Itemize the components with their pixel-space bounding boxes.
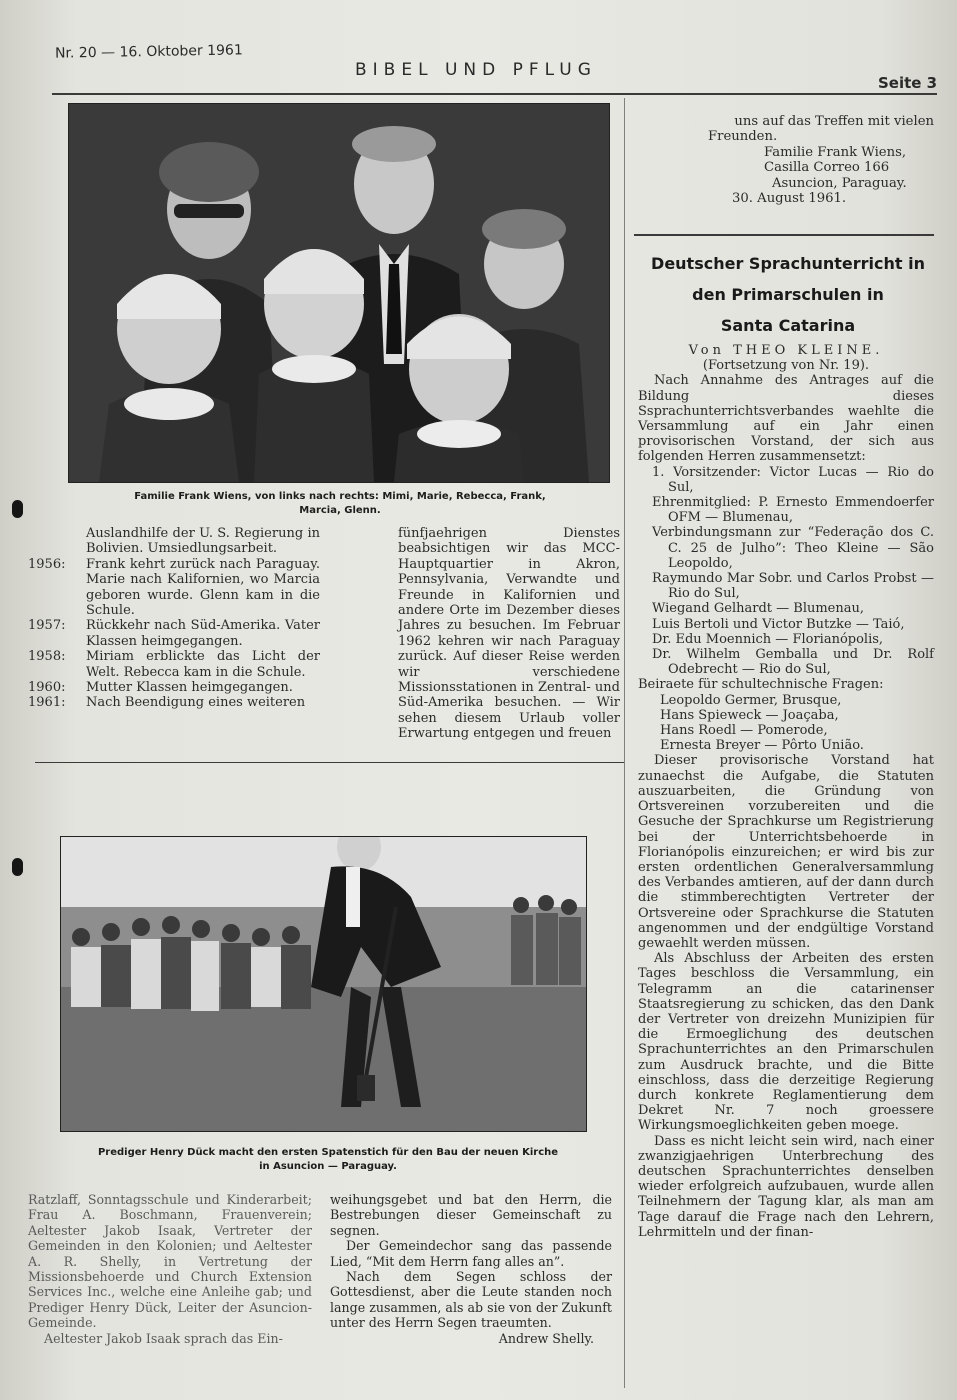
newspaper-title: BIBEL UND PFLUG xyxy=(355,60,597,80)
letter-date: 30. August 1961. xyxy=(732,191,847,207)
article-body xyxy=(638,343,934,1240)
bottom-middle-paragraph: Nach dem Segen schloss der Gottesdienst, aber die Leute standen noch lange zusammen, als ab sie von der Zukunft unter des Herrn Segen traeumten. xyxy=(330,1269,612,1331)
family-photo-caption xyxy=(60,490,620,518)
binder-hole xyxy=(12,500,23,518)
family-photo-caption-line2: Marcia, Glenn. xyxy=(299,505,381,516)
member-entry: Wiegand Gelhardt — Blumenau, xyxy=(652,601,864,617)
timeline-year: 1957: xyxy=(28,618,66,634)
timeline xyxy=(28,526,320,711)
bottom-middle-paragraph: weihungsgebet und bat den Herrn, die Bestrebungen dieser Gemeinschaft zu segnen. xyxy=(330,1192,612,1238)
timeline-year: 1961: xyxy=(28,695,66,711)
member-entry: Dr. Wilhelm Gemballa und Dr. Rolf Odebrecht — Rio do Sul, xyxy=(652,647,934,678)
article-continuation: (Fortsetzung von Nr. 19). xyxy=(702,358,870,374)
advisor-entry: Ernesta Breyer — Pôrto União. xyxy=(660,738,864,754)
column-rule xyxy=(634,234,934,236)
timeline-entry xyxy=(28,649,320,680)
advisors-title: Beiraete für schultechnische Fragen: xyxy=(638,677,884,693)
family-photo-caption-line1: Familie Frank Wiens, von links nach rechts: Mimi, Marie, Rebecca, Frank, xyxy=(134,491,546,502)
author-signature: Andrew Shelly. xyxy=(498,1330,594,1346)
timeline-year: 1958: xyxy=(28,649,66,665)
advisor-entry: Hans Roedl — Pomerode, xyxy=(660,723,828,739)
bottom-left-paragraph: Ratzlaff, Sonntagsschule und Kinderarbeit; Frau A. Boschmann, Frauenverein; Aeltester Jakob Isaak, Vertreter der Gemeinden in den Kolonien; und Aeltester A. R. Shelly, in Vertretung der Missionsbehoerde und Church Extension Services Inc., welche eine Anleihe gab; und Prediger Henry Dück, Leiter der Asuncion-Gemeinde. xyxy=(28,1192,312,1331)
heading-line: Deutscher Sprachunterricht in xyxy=(651,254,925,273)
timeline-entry xyxy=(28,695,320,710)
member-entry: Raymundo Mar Sobr. und Carlos Probst — Rio do Sul, xyxy=(652,571,934,602)
middle-paragraph: fünfjaehrigen Dienstes beabsichtigen wir das MCC-Hauptquartier in Akron, Pennsylvania, Verwandte und Freunde in Kalifornien und andere Orte im Dezember dieses Jahres zu besuchen. Im Februar 1962 kehren wir nach Paraguay zurück. Auf dieser Reise werden wir verschiedene Missionsstationen in Zentral- und Süd-Amerika besuchen. — Wir sehen diesem Urlaub voller Erwartung entgegen und freuen xyxy=(398,526,620,742)
timeline-text: Frank kehrt zurück nach Paraguay. Marie nach Kalifornien, wo Marcia geboren wurde. Glenn kam in die Schule. xyxy=(86,556,320,619)
heading-line: Santa Catarina xyxy=(720,316,856,335)
article-heading xyxy=(638,248,938,341)
timeline-entry xyxy=(28,680,320,695)
article-intro: Nach Annahme des Antrages auf die Bildung dieses Ssprachunterrichtsverbandes waehlte die Versammlung auf ein Jahr einen provisorischen Vorstand, der sich aus folgenden Herren zusammensetzt: xyxy=(638,373,934,465)
letter-line: uns auf das Treffen mit vielen xyxy=(734,114,934,129)
groundbreaking-caption-line1: Prediger Henry Dück macht den ersten Spatenstich für den Bau der neuen Kirche xyxy=(97,1147,559,1158)
timeline-text: Rückkehr nach Süd-Amerika. Vater Klassen heimgegangen. xyxy=(86,618,320,649)
signature-line: Casilla Correo 166 xyxy=(764,160,890,176)
column-divider xyxy=(624,98,625,1388)
groundbreaking-photo-caption xyxy=(48,1146,608,1174)
article-paragraph: Als Abschluss der Arbeiten des ersten Tages beschloss die Versammlung, ein Telegramm an die catarinenser Staatsregierung zu schicken, das den Dank der Vertreter von dreizehn Munizipien für die Ermoeglichung des deutschen Sprachunterrichtes an den Primarschulen zum Ausdruck brachte, und die Bitte einschloss, dass die derzeitige Regierung durch konkrete Reglamentierung dem Dekret Nr. 7 noch groessere Wirkungsmoeglichkeiten geben moege. xyxy=(638,951,934,1134)
timeline-text: Mutter Klassen heimgegangen. xyxy=(86,680,293,696)
member-entry: Verbindungsmann zur “Federação dos C. C. 25 de Julho”: Theo Kleine — São Leopoldo, xyxy=(652,525,934,571)
groundbreaking-caption-line2: in Asuncion — Paraguay. xyxy=(259,1161,397,1172)
groundbreaking-photo-image xyxy=(61,837,586,1131)
member-entry: Dr. Edu Moennich — Florianópolis, xyxy=(652,631,884,647)
article-paragraph: Dieser provisorische Vorstand hat zunaechst die Aufgabe, die Statuten auszuarbeiten, die Gründung von Ortsvereinen vorzubereiten und die Gesuche der Sprachkurse um Registrierung bei der Unterrichtsbehoerde in Florianópolis einzureichen; er wird bis zur ersten ordentlichen Generalversammlung des Verbandes amtieren, auf der dann durch die stimmberechtigten Vertreter der Ortsvereine oder Sprachkurse die Statuten angenommen und der endgültige Vorstand gewaehlt werden müssen. xyxy=(638,753,934,951)
signature-line: Familie Frank Wiens, xyxy=(764,144,907,160)
binder-hole xyxy=(12,858,23,876)
bottom-middle-paragraph: Der Gemeindechor sang das passende Lied, “Mit dem Herrn fang alles an”. xyxy=(330,1238,612,1269)
issue-date: Nr. 20 — 16. Oktober 1961 xyxy=(54,42,243,62)
letter-line: Freunden. xyxy=(708,129,778,145)
letter-ending xyxy=(638,114,934,206)
advisor-entry: Leopoldo Germer, Brusque, xyxy=(660,692,842,708)
timeline-year: 1956: xyxy=(28,556,66,572)
signature-line: Asuncion, Paraguay. xyxy=(772,175,907,191)
family-photo-image xyxy=(69,104,609,482)
family-photo xyxy=(68,103,610,483)
member-entry: 1. Vorsitzender: Victor Lucas — Rio do Sul, xyxy=(652,464,934,495)
advisor-entry: Hans Spieweck — Joaçaba, xyxy=(660,707,839,723)
timeline-year: 1960: xyxy=(28,680,66,696)
timeline-text: Auslandhilfe der U. S. Regierung in Bolivien. Umsiedlungsarbeit. xyxy=(86,526,320,557)
timeline-year xyxy=(28,526,86,557)
header-rule xyxy=(52,93,937,95)
heading-line: den Primarschulen in xyxy=(692,285,884,304)
member-entry: Luis Bertoli und Victor Butzke — Taió, xyxy=(652,616,905,632)
timeline-entry xyxy=(28,557,320,619)
timeline-entry xyxy=(28,526,320,557)
member-entry: Ehrenmitglied: P. Ernesto Emmendoerfer OFM — Blumenau, xyxy=(652,495,934,526)
page-number: Seite 3 xyxy=(878,74,938,92)
bottom-left-paragraph: Aeltester Jakob Isaak sprach das Ein- xyxy=(44,1330,283,1346)
section-rule xyxy=(35,762,624,763)
article-byline: Von THEO KLEINE. xyxy=(688,343,884,358)
article-paragraph: Dass es nicht leicht sein wird, nach einer zwanzigjaehrigen Unterbrechung des deutschen Sprachunterrichtes denselben wieder erfolgreich aufzubauen, wurde allen Teilnehmern der Tagung klar, als man am Tage darauf die Frage nach den Lehrern, Lehrmitteln und der finan- xyxy=(638,1133,934,1240)
middle-column-text xyxy=(398,526,620,742)
groundbreaking-photo xyxy=(60,836,587,1132)
timeline-text: Nach Beendigung eines weiteren xyxy=(86,695,306,711)
timeline-text: Miriam erblickte das Licht der Welt. Rebecca kam in die Schule. xyxy=(86,649,320,680)
timeline-entry xyxy=(28,618,320,649)
bottom-left-text xyxy=(28,1192,312,1346)
bottom-middle-text xyxy=(330,1192,612,1346)
